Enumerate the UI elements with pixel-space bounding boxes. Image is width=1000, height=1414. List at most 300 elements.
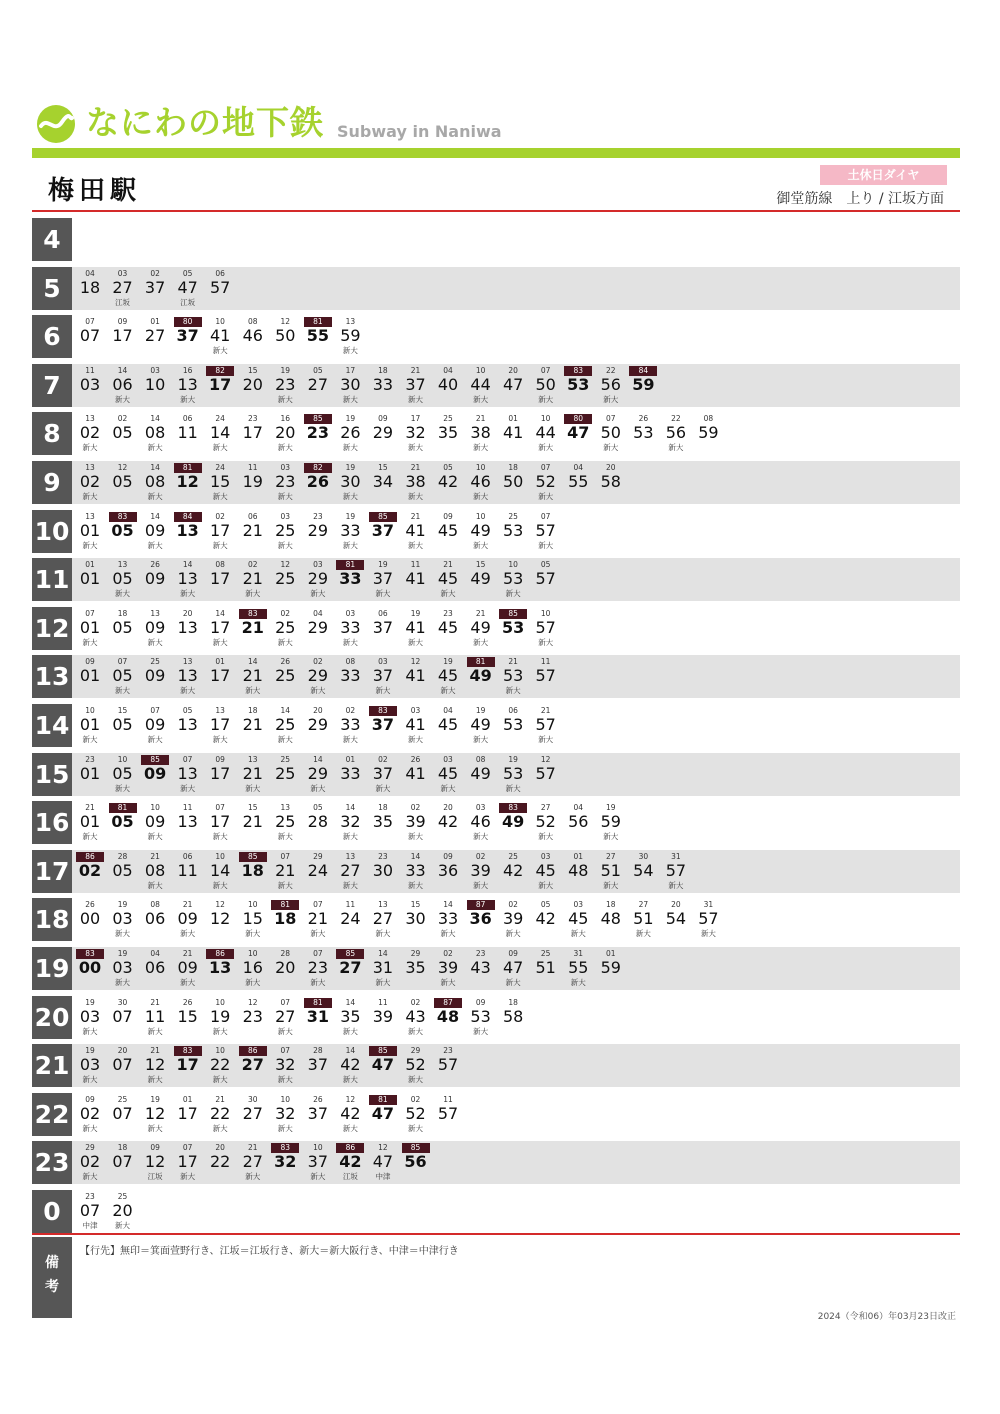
train-code: 85 <box>499 609 527 619</box>
departure <box>74 461 106 504</box>
departure-minute: 07 <box>112 1006 133 1026</box>
destination-label: 新大 <box>342 443 358 453</box>
departure-minute: 28 <box>307 812 329 832</box>
remarks-label-char: 考 <box>45 1279 59 1295</box>
destination-label: 新大 <box>147 443 163 453</box>
departure <box>432 898 464 941</box>
train-code: 85 <box>369 512 397 522</box>
departure <box>562 898 594 941</box>
departure <box>302 1044 334 1087</box>
departure-minute: 01 <box>79 812 101 832</box>
departure-minute: 32 <box>405 423 426 443</box>
destination-label: 新大 <box>408 492 423 501</box>
train-code: 81 <box>304 998 332 1008</box>
train-code: 10 <box>150 803 160 813</box>
train-code: 03 <box>573 900 584 910</box>
departure <box>595 947 627 990</box>
departure-minute: 09 <box>177 958 198 977</box>
destination-label: 新大 <box>408 1123 423 1133</box>
train-code: 29 <box>313 851 323 861</box>
departure <box>172 996 204 1039</box>
departure <box>204 315 236 358</box>
departure-minute: 21 <box>242 569 263 589</box>
train-code: 18 <box>606 900 616 910</box>
departure <box>269 1141 301 1184</box>
departure-minute: 23 <box>307 958 329 977</box>
departure <box>74 704 106 747</box>
departure-minute: 57 <box>535 666 556 686</box>
departure-minute: 41 <box>405 617 426 637</box>
destination-label: 新大 <box>310 929 326 939</box>
departure <box>302 607 334 650</box>
train-code: 15 <box>117 706 128 715</box>
departure-minute: 17 <box>210 812 231 832</box>
departure-minute: 46 <box>470 812 491 832</box>
train-code: 83 <box>239 609 267 619</box>
hour-label: 20 <box>32 996 72 1039</box>
departure <box>204 898 236 941</box>
departure-minute: 33 <box>339 569 362 589</box>
destination-label: 新大 <box>505 589 521 599</box>
train-code: 16 <box>182 365 193 375</box>
departure <box>660 898 692 941</box>
departure <box>139 655 171 698</box>
departure <box>432 996 464 1039</box>
departure <box>497 412 529 455</box>
line-direction: 御堂筋線 上り / 江坂方面 <box>776 191 944 207</box>
departure-minute: 07 <box>112 1055 133 1075</box>
departure-minute: 42 <box>340 1055 361 1075</box>
hour-label: 10 <box>32 510 72 553</box>
departure-minute: 49 <box>469 666 492 686</box>
departure <box>367 704 399 747</box>
departure <box>302 315 334 358</box>
departure <box>269 947 301 990</box>
departure <box>107 364 139 407</box>
departure-minute: 49 <box>470 715 491 734</box>
departure-minute: 30 <box>340 472 361 491</box>
hour-row <box>32 558 960 601</box>
destination-label: 新大 <box>408 443 423 453</box>
destination-label: 新大 <box>245 589 261 599</box>
train-code: 21 <box>410 511 421 521</box>
train-code: 20 <box>671 900 681 910</box>
departure-minute: 09 <box>144 569 166 589</box>
train-code: 07 <box>215 803 225 813</box>
departure-minute: 08 <box>144 472 166 491</box>
train-code: 05 <box>182 268 193 278</box>
departure <box>204 753 236 796</box>
departure-minute: 10 <box>144 374 166 394</box>
destination-label: 新大 <box>342 1026 358 1036</box>
train-code: 10 <box>280 1094 291 1104</box>
train-code: 13 <box>378 900 388 910</box>
destination-label: 新大 <box>277 637 293 647</box>
destination-label: 新大 <box>115 589 131 599</box>
train-code: 07 <box>85 317 95 327</box>
departure <box>497 996 529 1039</box>
departure <box>367 947 399 990</box>
departure-minute: 53 <box>567 374 590 394</box>
destination-label: 新大 <box>277 1026 293 1036</box>
departure <box>334 850 366 893</box>
departure <box>139 801 171 844</box>
departure <box>172 1093 204 1136</box>
train-code: 23 <box>247 414 258 424</box>
train-code: 81 <box>304 317 332 327</box>
departure-minute: 42 <box>339 1152 362 1172</box>
departure-minute: 09 <box>144 812 166 832</box>
destination-label: 江坂 <box>180 297 196 307</box>
departure-minute: 13 <box>177 374 198 394</box>
departure-minute: 49 <box>470 569 491 589</box>
destination-label: 新大 <box>212 1026 228 1036</box>
departure <box>139 267 171 310</box>
departure-minute: 29 <box>372 423 394 443</box>
departure <box>74 996 106 1039</box>
train-code: 05 <box>182 706 193 715</box>
departure <box>204 1044 236 1087</box>
destination-label: 新大 <box>310 686 326 696</box>
train-code: 10 <box>215 851 225 861</box>
train-code: 81 <box>369 1095 397 1105</box>
train-code: 08 <box>247 317 258 327</box>
train-code: 13 <box>85 511 95 521</box>
departure <box>237 607 269 650</box>
departure-minute: 27 <box>242 1152 263 1172</box>
train-code: 16 <box>280 414 291 424</box>
departure <box>562 801 594 844</box>
train-code: 25 <box>117 1192 128 1201</box>
train-code: 14 <box>345 1046 356 1056</box>
train-code: 23 <box>313 511 323 521</box>
train-code: 14 <box>215 608 225 618</box>
train-code: 24 <box>215 414 225 424</box>
hour-label: 6 <box>32 315 72 358</box>
train-code: 29 <box>410 949 421 958</box>
train-code: 04 <box>573 803 584 813</box>
destination-label: 新大 <box>277 492 293 501</box>
departure <box>204 947 236 990</box>
train-code: 22 <box>671 414 681 424</box>
train-code: 15 <box>247 803 258 813</box>
train-code: 08 <box>150 900 160 910</box>
departure-minute: 32 <box>274 1152 297 1172</box>
train-code: 04 <box>85 268 95 278</box>
departure <box>432 704 464 747</box>
departure-minute: 12 <box>144 1152 166 1172</box>
departure <box>465 364 497 407</box>
destination-label: 新大 <box>408 735 423 744</box>
departure <box>400 364 432 407</box>
train-code: 12 <box>410 657 421 667</box>
train-code: 20 <box>117 1046 128 1056</box>
departure <box>497 947 529 990</box>
departure <box>530 898 562 941</box>
train-code: 03 <box>280 463 291 472</box>
destination-label: 新大 <box>538 443 554 453</box>
destination-label: 新大 <box>310 1172 326 1182</box>
departure-minute: 21 <box>275 860 296 880</box>
departure <box>172 753 204 796</box>
departure <box>139 753 171 796</box>
departure <box>627 850 659 893</box>
destination-label: 新大 <box>245 686 261 696</box>
destination-label: 新大 <box>82 637 98 647</box>
destination-label: 新大 <box>82 492 98 501</box>
train-code: 18 <box>508 997 518 1007</box>
departure <box>334 704 366 747</box>
departure-minute: 16 <box>242 958 263 977</box>
departure-minute: 49 <box>470 763 491 783</box>
train-code: 26 <box>85 900 95 910</box>
train-code: 28 <box>280 949 291 958</box>
departure-minute: 37 <box>307 1055 329 1075</box>
train-code: 07 <box>540 511 551 521</box>
destination-label: 新大 <box>505 929 521 939</box>
departure <box>627 412 659 455</box>
hour-label: 17 <box>32 850 72 893</box>
departure-minute: 14 <box>210 423 231 443</box>
destination-label: 新大 <box>82 832 98 842</box>
train-code: 01 <box>85 560 95 570</box>
departure <box>74 1141 106 1184</box>
departure-minute: 17 <box>177 1152 198 1172</box>
train-code: 09 <box>443 851 453 861</box>
row-background <box>72 1190 960 1233</box>
train-code: 25 <box>280 754 291 764</box>
destination-label: 新大 <box>245 783 261 793</box>
departure <box>74 510 106 553</box>
train-code: 82 <box>206 366 234 376</box>
departure-minute: 43 <box>470 958 491 977</box>
train-code: 02 <box>443 949 453 958</box>
train-code: 10 <box>475 511 486 521</box>
departure-minute: 27 <box>112 277 133 297</box>
departure-minute: 57 <box>437 1103 459 1123</box>
departure-minute: 37 <box>372 666 394 686</box>
train-code: 19 <box>345 511 356 521</box>
train-code: 81 <box>467 657 495 667</box>
departure <box>237 1141 269 1184</box>
departure-minute: 25 <box>275 763 296 783</box>
departure <box>334 801 366 844</box>
wave-circle-icon <box>36 104 76 144</box>
hour-label: 22 <box>32 1093 72 1136</box>
departure <box>172 315 204 358</box>
destination-label: 新大 <box>212 1123 228 1133</box>
departure <box>74 1190 106 1233</box>
train-code: 07 <box>280 851 291 861</box>
departure <box>627 898 659 941</box>
departure-minute: 32 <box>275 1055 296 1075</box>
train-code: 09 <box>215 754 225 764</box>
departure <box>237 850 269 893</box>
departure <box>237 461 269 504</box>
departure-minute: 45 <box>437 617 459 637</box>
departure-minute: 23 <box>306 423 329 443</box>
train-code: 06 <box>215 268 225 278</box>
departure <box>269 850 301 893</box>
departure-minute: 01 <box>79 617 101 637</box>
departure-minute: 39 <box>372 1006 394 1026</box>
departure-minute: 29 <box>307 666 329 686</box>
train-code: 25 <box>508 851 518 861</box>
departure-minute: 08 <box>144 860 166 880</box>
departure-minute: 51 <box>633 909 654 929</box>
train-code: 10 <box>247 949 258 958</box>
destination-label: 新大 <box>147 1075 163 1085</box>
departure-minute: 25 <box>275 666 296 686</box>
train-code: 14 <box>150 463 160 472</box>
train-code: 82 <box>304 463 332 473</box>
departure-minute: 21 <box>242 666 263 686</box>
train-code: 03 <box>150 365 160 375</box>
train-code: 10 <box>215 997 225 1007</box>
hour-row <box>32 850 960 893</box>
train-code: 01 <box>215 657 225 667</box>
departure <box>204 412 236 455</box>
train-code: 83 <box>174 1046 202 1056</box>
train-code: 14 <box>182 560 193 570</box>
train-code: 03 <box>410 706 421 715</box>
departure <box>302 461 334 504</box>
train-code: 13 <box>345 317 356 327</box>
destination-label: 中津 <box>375 1172 391 1182</box>
departure-minute: 26 <box>340 423 361 443</box>
departure <box>595 898 627 941</box>
departure-minute: 47 <box>177 277 198 297</box>
train-code: 11 <box>182 803 193 813</box>
train-code: 83 <box>499 803 527 813</box>
train-code: 27 <box>606 851 616 861</box>
departure-minute: 40 <box>437 374 459 394</box>
departure-minute: 49 <box>470 520 491 540</box>
train-code: 12 <box>280 317 291 327</box>
departure <box>334 510 366 553</box>
departure <box>237 412 269 455</box>
departure <box>107 461 139 504</box>
destination-label: 新大 <box>603 394 619 404</box>
train-code: 07 <box>280 1046 291 1056</box>
train-code: 11 <box>247 463 258 472</box>
departure-minute: 38 <box>470 423 491 443</box>
departure <box>139 1093 171 1136</box>
departure-minute: 53 <box>470 1006 491 1026</box>
departure-minute: 12 <box>144 1103 166 1123</box>
train-code: 14 <box>345 803 356 813</box>
departure-minute: 25 <box>275 569 296 589</box>
departure-minute: 59 <box>698 423 719 443</box>
destination-label: 新大 <box>538 880 554 890</box>
train-code: 81 <box>109 803 137 813</box>
departure <box>400 655 432 698</box>
departure-minute: 53 <box>502 763 524 783</box>
hour-row <box>32 461 960 504</box>
train-code: 84 <box>174 512 202 522</box>
train-code: 23 <box>378 851 388 861</box>
train-code: 07 <box>313 949 323 958</box>
destination-label: 新大 <box>212 492 228 501</box>
train-code: 15 <box>247 365 258 375</box>
destination-label: 新大 <box>212 735 228 744</box>
departure-minute: 33 <box>340 666 361 686</box>
departure-minute: 13 <box>177 763 198 783</box>
train-code: 18 <box>508 463 518 472</box>
train-code: 30 <box>247 1094 258 1104</box>
destination-label: 新大 <box>245 978 261 987</box>
departure <box>530 801 562 844</box>
destination-label: 新大 <box>570 929 586 939</box>
departure-minute: 56 <box>568 812 589 832</box>
train-code: 21 <box>182 900 193 910</box>
train-code: 12 <box>280 560 291 570</box>
departure <box>400 753 432 796</box>
departure-minute: 53 <box>633 423 654 443</box>
departure <box>595 364 627 407</box>
train-code: 19 <box>378 560 388 570</box>
departure <box>432 947 464 990</box>
hour-row <box>32 267 960 310</box>
destination-label: 新大 <box>82 1026 98 1036</box>
departure <box>497 558 529 601</box>
train-code: 86 <box>336 1143 364 1153</box>
train-code: 13 <box>345 851 356 861</box>
departure-minute: 39 <box>437 958 459 977</box>
departure-minute: 02 <box>79 472 101 491</box>
departure-minute: 29 <box>307 520 329 540</box>
train-code: 19 <box>85 997 95 1007</box>
departure-minute: 07 <box>112 1152 133 1172</box>
departure <box>74 558 106 601</box>
train-code: 13 <box>117 560 128 570</box>
departure <box>204 558 236 601</box>
departure <box>139 996 171 1039</box>
train-code: 20 <box>508 365 518 375</box>
hour-row <box>32 1190 960 1233</box>
train-code: 06 <box>247 511 258 521</box>
departure-minute: 35 <box>340 1006 361 1026</box>
departure-minute: 47 <box>502 958 524 977</box>
train-code: 10 <box>475 463 486 472</box>
departure-minute: 30 <box>405 909 426 929</box>
departure-minute: 11 <box>144 1006 166 1026</box>
departure <box>400 850 432 893</box>
remarks-label <box>32 1237 72 1318</box>
departure <box>204 801 236 844</box>
destination-label: 新大 <box>603 880 619 890</box>
departure-minute: 25 <box>275 520 296 540</box>
departure-minute: 30 <box>340 374 361 394</box>
departure-minute: 09 <box>177 909 198 929</box>
train-code: 87 <box>467 900 495 910</box>
departure <box>432 655 464 698</box>
departure-minute: 01 <box>79 520 101 540</box>
destination-label: 新大 <box>538 832 554 842</box>
departure-minute: 57 <box>535 617 556 637</box>
departure <box>172 364 204 407</box>
departure-minute: 27 <box>307 374 329 394</box>
destination-label: 新大 <box>82 1123 98 1133</box>
train-code: 86 <box>76 852 104 862</box>
train-code: 10 <box>313 1143 323 1153</box>
train-code: 83 <box>369 706 397 716</box>
hour-label: 21 <box>32 1044 72 1087</box>
departure <box>269 898 301 941</box>
hour-row <box>32 1141 960 1184</box>
destination-label: 新大 <box>180 589 196 599</box>
train-code: 19 <box>508 754 518 764</box>
